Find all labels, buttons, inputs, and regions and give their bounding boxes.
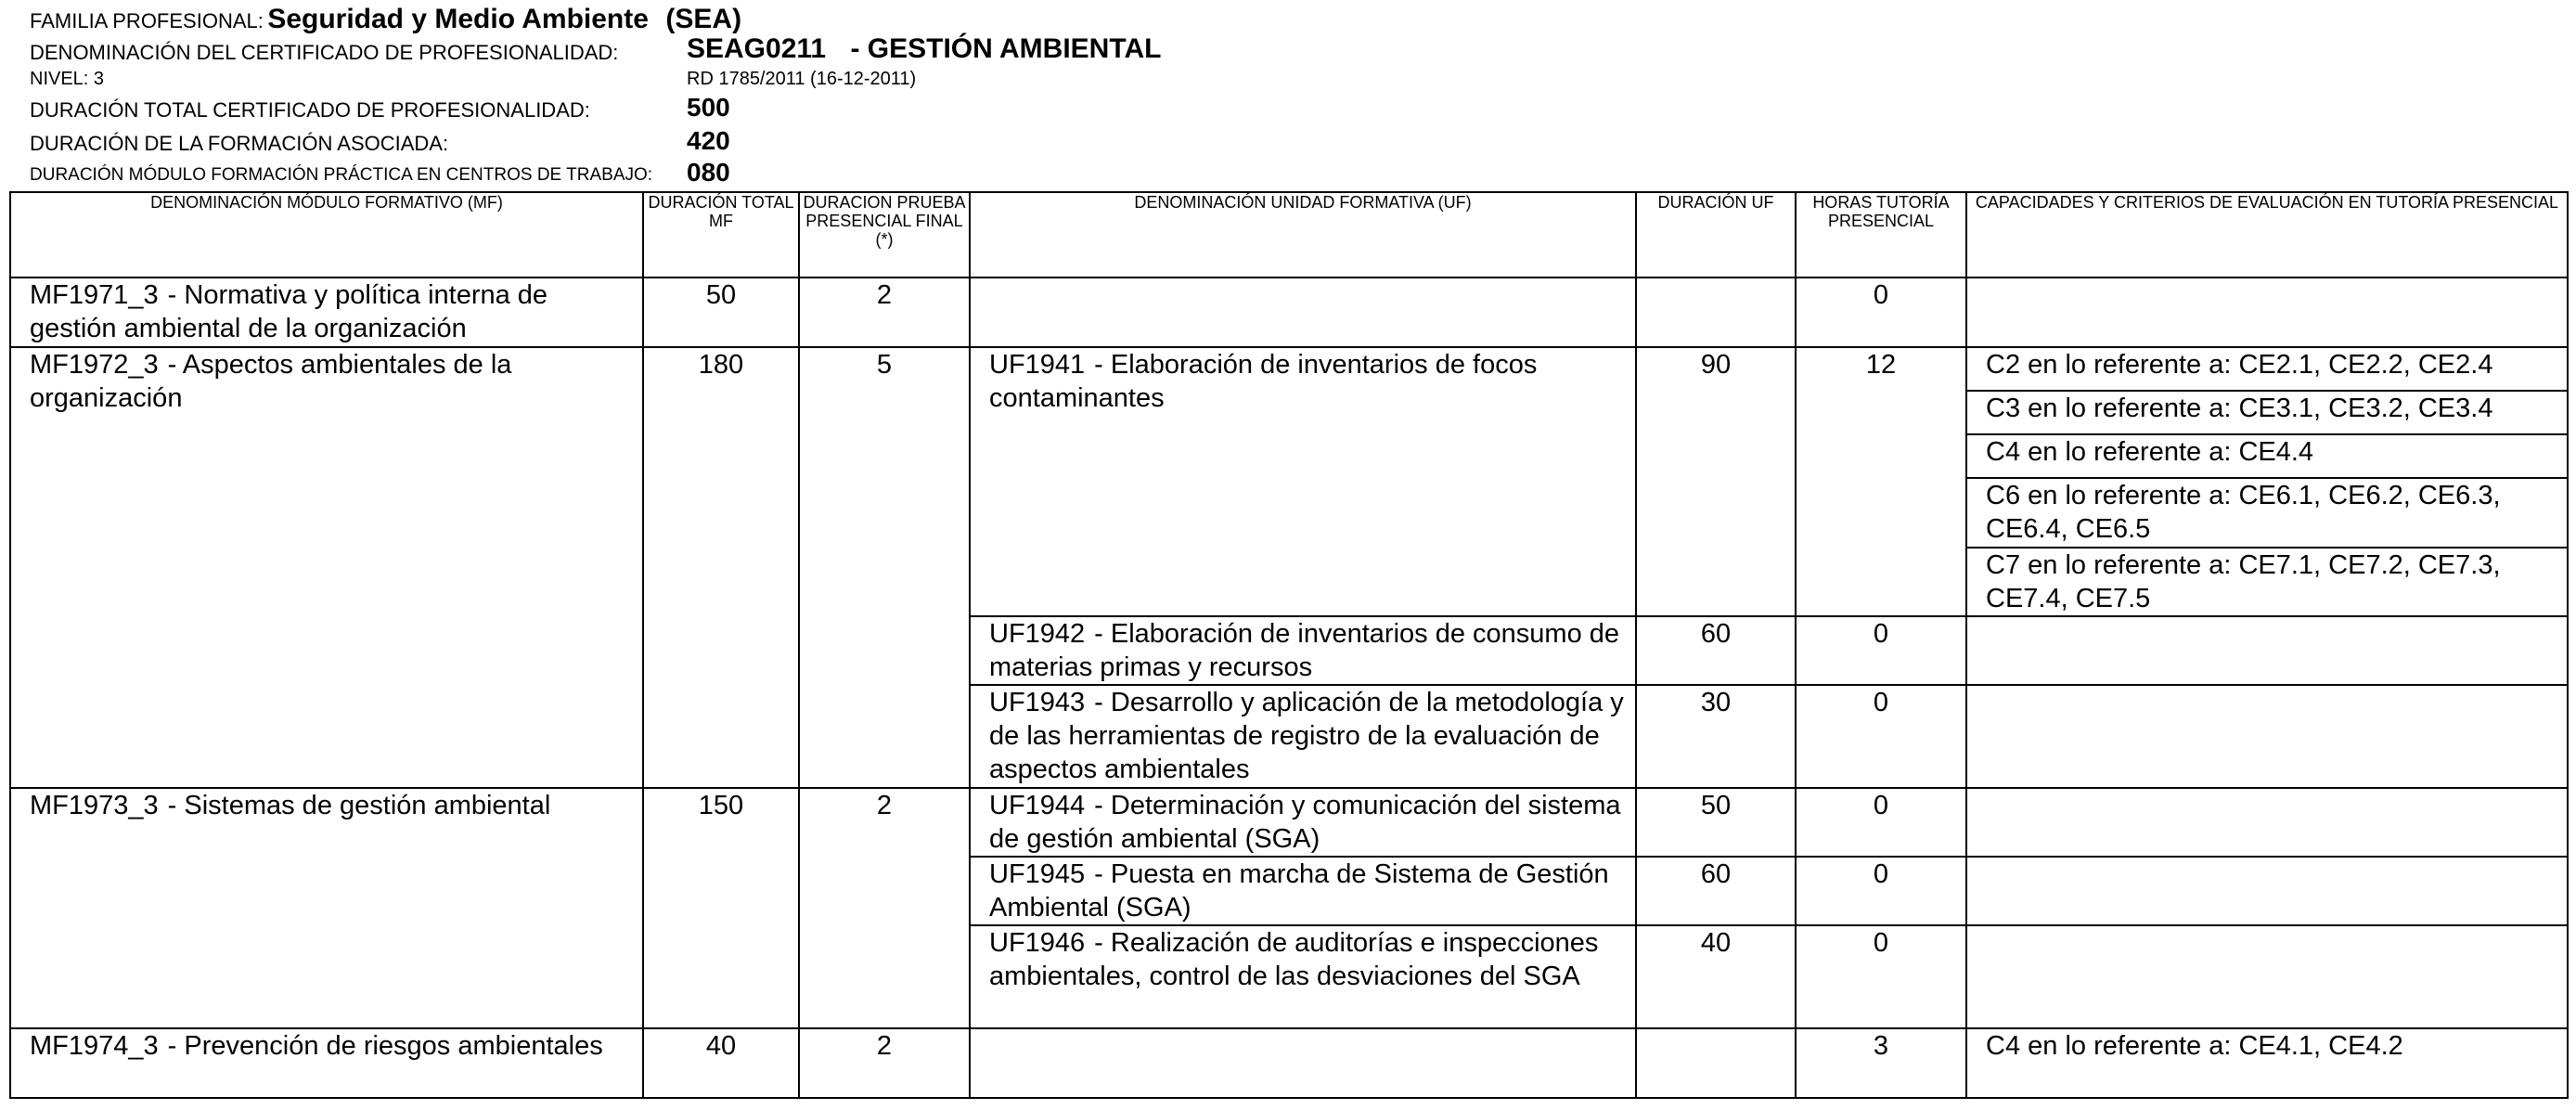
dur-uf-cell-empty xyxy=(1636,278,1796,346)
prueba-cell: 2 xyxy=(799,278,970,346)
uf-cell xyxy=(970,616,1636,685)
horas-cell: 0 xyxy=(1796,857,1966,925)
horas-cell: 0 xyxy=(1796,616,1966,685)
familia-profesional xyxy=(30,4,741,35)
duracion-practica-value: 080 xyxy=(687,158,730,187)
mf-cell xyxy=(10,788,643,1028)
mf-cell xyxy=(10,278,643,346)
cap-cell-empty xyxy=(1966,685,2568,787)
uf-code: UF1946 xyxy=(989,928,1086,959)
certificado-title xyxy=(687,33,1161,65)
cap-cell-empty xyxy=(1966,925,2568,1027)
cap-cell-empty xyxy=(1966,857,2568,925)
cap-cell: C3 en lo referente a: CE3.1, CE3.2, CE3.4 xyxy=(1966,391,2568,434)
table-header-row xyxy=(10,192,2568,278)
rd-text: RD 1785/2011 (16-12-2011) xyxy=(687,69,917,89)
mf-code: MF1973_3 xyxy=(30,790,159,820)
mf-name: - Normativa y política interna de gestión ambiental de la organización xyxy=(30,280,548,344)
duracion-total-value: 500 xyxy=(687,93,730,122)
uf-code: UF1943 xyxy=(989,688,1086,718)
cap-cell: C7 en lo referente a: CE7.1, CE7.2, CE7.3, CE7.4, CE7.5 xyxy=(1966,548,2568,616)
col-header-uf: DENOMINACIÓN UNIDAD FORMATIVA (UF) xyxy=(970,192,1636,278)
dur-mf-cell: 40 xyxy=(643,1028,799,1098)
horas-cell: 3 xyxy=(1796,1028,1966,1098)
table-row xyxy=(10,1028,2568,1098)
dur-uf-cell: 40 xyxy=(1636,925,1796,1027)
familia-label: FAMILIA PROFESIONAL: xyxy=(30,9,264,32)
denominacion-label: DENOMINACIÓN DEL CERTIFICADO DE PROFESIONALIDAD: xyxy=(30,41,619,64)
cap-cell-empty xyxy=(1966,278,2568,346)
uf-code: UF1945 xyxy=(989,858,1086,889)
duracion-practica-label: DURACIÓN MÓDULO FORMACIÓN PRÁCTICA EN CENTROS DE TRABAJO: xyxy=(30,165,653,185)
certificado-code: SEAG0211 xyxy=(687,33,827,64)
mf-code: MF1971_3 xyxy=(30,280,159,311)
cap-cell-empty xyxy=(1966,616,2568,685)
dur-mf-cell: 150 xyxy=(643,788,799,1028)
cap-cell: C2 en lo referente a: CE2.1, CE2.2, CE2.4 xyxy=(1966,347,2568,391)
prueba-cell: 2 xyxy=(799,1028,970,1098)
col-header-mf: DENOMINACIÓN MÓDULO FORMATIVO (MF) xyxy=(10,192,643,278)
duracion-formacion-value: 420 xyxy=(687,126,730,155)
horas-cell: 0 xyxy=(1796,278,1966,346)
familia-value: Seguridad y Medio Ambiente xyxy=(267,4,649,34)
uf-name: - Elaboración de inventarios de consumo de materias primas y recursos xyxy=(989,618,1620,682)
col-header-dur-uf: DURACIÓN UF xyxy=(1636,192,1796,278)
mf-code: MF1974_3 xyxy=(30,1030,159,1061)
duracion-total-label: DURACIÓN TOTAL CERTIFICADO DE PROFESIONALIDAD: xyxy=(30,98,590,122)
dur-uf-cell-empty xyxy=(1636,1028,1796,1098)
col-header-dur-mf: DURACIÓN TOTAL MF xyxy=(643,192,799,278)
familia-code: (SEA) xyxy=(665,4,742,34)
cap-cell: C6 en lo referente a: CE6.1, CE6.2, CE6.3, CE6.4, CE6.5 xyxy=(1966,478,2568,547)
uf-cell xyxy=(970,685,1636,787)
uf-name: - Puesta en marcha de Sistema de Gestión Ambiental (SGA) xyxy=(989,858,1609,923)
uf-cell-empty xyxy=(970,278,1636,346)
uf-cell xyxy=(970,788,1636,857)
horas-cell: 0 xyxy=(1796,685,1966,787)
col-header-horas: HORAS TUTORÍA PRESENCIAL xyxy=(1796,192,1966,278)
mf-cell xyxy=(10,1028,643,1098)
uf-code: UF1942 xyxy=(989,618,1086,649)
table-row xyxy=(10,788,2568,857)
nivel-label: NIVEL: 3 xyxy=(30,69,105,89)
uf-cell-empty xyxy=(970,1028,1636,1098)
dur-uf-cell: 30 xyxy=(1636,685,1796,787)
dur-mf-cell: 50 xyxy=(643,278,799,346)
certificado-name: - GESTIÓN AMBIENTAL xyxy=(850,33,1162,64)
modules-table xyxy=(9,191,2569,1099)
dur-uf-cell: 50 xyxy=(1636,788,1796,857)
col-header-capacidades: CAPACIDADES Y CRITERIOS DE EVALUACIÓN EN TUTORÍA PRESENCIAL xyxy=(1966,192,2568,278)
document-header xyxy=(0,0,2576,191)
horas-cell: 12 xyxy=(1796,347,1966,616)
mf-name: - Aspectos ambientales de la organización xyxy=(30,349,512,413)
cap-cell: C4 en lo referente a: CE4.4 xyxy=(1966,434,2568,478)
uf-name: - Realización de auditorías e inspecciones ambientales, control de las desviaciones del SGA xyxy=(989,928,1599,992)
col-header-prueba: DURACION PRUEBA PRESENCIAL FINAL (*) xyxy=(799,192,970,278)
uf-cell xyxy=(970,347,1636,616)
uf-cell xyxy=(970,925,1636,1027)
prueba-cell: 5 xyxy=(799,347,970,788)
uf-name: - Elaboración de inventarios de focos contaminantes xyxy=(989,349,1538,413)
mf-name: - Prevención de riesgos ambientales xyxy=(167,1030,603,1061)
mf-cell xyxy=(10,347,643,788)
uf-cell xyxy=(970,857,1636,925)
cap-cell: C4 en lo referente a: CE4.1, CE4.2 xyxy=(1966,1028,2568,1098)
table-row xyxy=(10,278,2568,346)
uf-code: UF1944 xyxy=(989,790,1086,820)
uf-name: - Determinación y comunicación del sistema de gestión ambiental (SGA) xyxy=(989,790,1621,854)
cap-cell-empty xyxy=(1966,788,2568,857)
dur-mf-cell: 180 xyxy=(643,347,799,788)
mf-code: MF1972_3 xyxy=(30,349,159,380)
mf-name: - Sistemas de gestión ambiental xyxy=(167,790,551,820)
duracion-formacion-label: DURACIÓN DE LA FORMACIÓN ASOCIADA: xyxy=(30,132,449,155)
uf-name: - Desarrollo y aplicación de la metodología y de las herramientas de registro de la evaluación de aspectos ambientales xyxy=(989,688,1624,785)
horas-cell: 0 xyxy=(1796,925,1966,1027)
dur-uf-cell: 60 xyxy=(1636,857,1796,925)
uf-code: UF1941 xyxy=(989,349,1086,380)
table-row xyxy=(10,347,2568,391)
dur-uf-cell: 60 xyxy=(1636,616,1796,685)
prueba-cell: 2 xyxy=(799,788,970,1028)
dur-uf-cell: 90 xyxy=(1636,347,1796,616)
horas-cell: 0 xyxy=(1796,788,1966,857)
